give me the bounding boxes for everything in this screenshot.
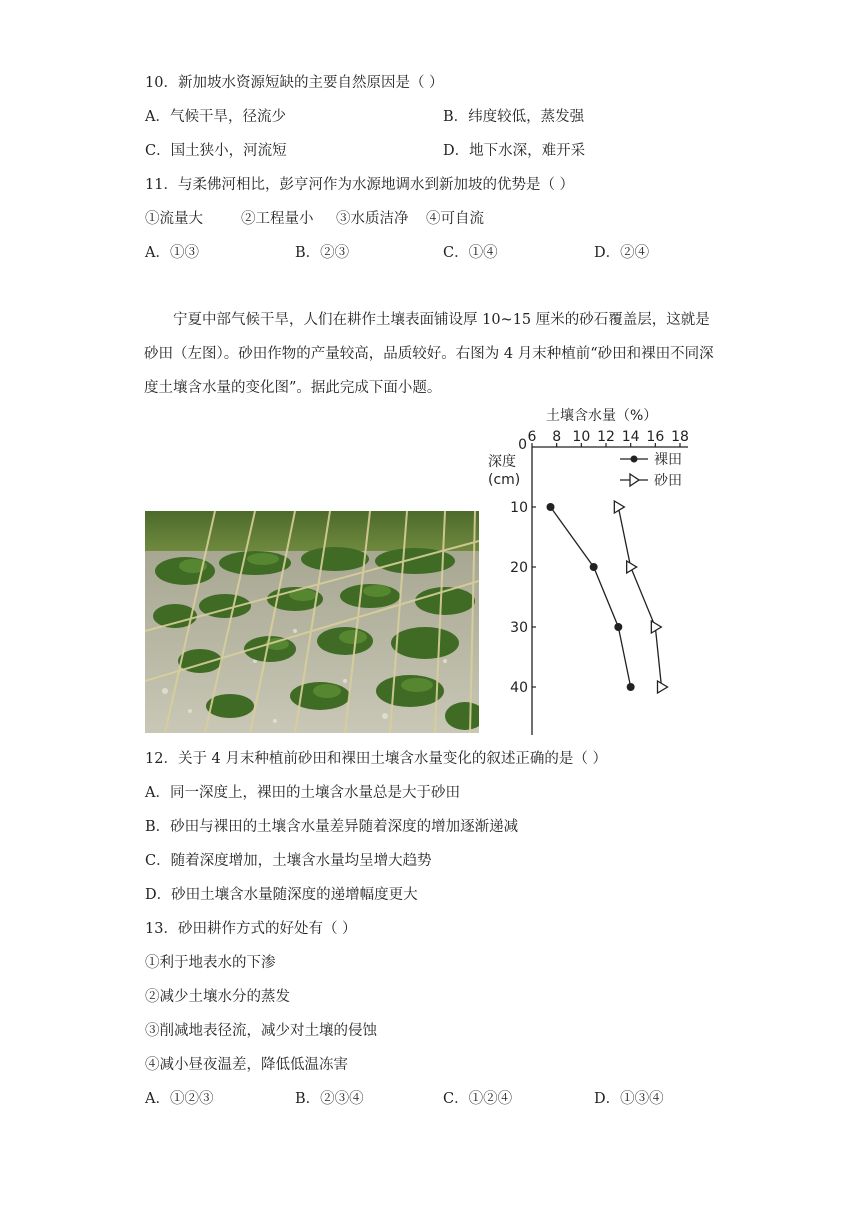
q11-item-1: ①流量大 [145,211,203,227]
q11-option-d: D．②④ [594,245,650,261]
chart-axes [532,447,688,735]
y-axis-label-unit: (cm) [488,472,521,488]
data-point-sand-field [658,681,668,693]
q13-item-2: ②减少土壤水分的蒸发 [145,989,290,1005]
legend-marker-bare-field [631,456,638,463]
x-tick-label: 18 [671,429,689,445]
q11-item-2: ②工程量小 [241,211,314,227]
q13-option-c: C．①②④ [443,1091,513,1107]
q13-option-a: A．①②③ [145,1091,214,1107]
legend-label-sand-field: 砂田 [654,473,682,489]
x-tick-label: 12 [597,429,615,445]
y-tick-label: 30 [510,620,528,636]
soil-moisture-chart [480,400,700,740]
q11-option-a: A．①③ [145,245,199,261]
data-point-bare-field [590,563,598,571]
y-axis-label-depth: 深度 [488,454,516,470]
chart-legend [620,452,682,489]
q13-item-3: ③削减地表径流，减少对土壤的侵蚀 [145,1023,377,1039]
q10-stem: 10．新加坡水资源短缺的主要自然原因是（ ） [145,75,444,91]
legend-marker-sand-field [630,474,639,486]
q11-item-3: ③水质洁净 [336,211,409,227]
q13-item-4: ④减小昼夜温差，降低低温冻害 [145,1057,348,1073]
x-tick-label: 6 [527,429,537,445]
data-point-bare-field [627,683,635,691]
x-tick-label: 8 [552,429,562,445]
q13-option-b: B．②③④ [295,1091,364,1107]
x-tick-label: 16 [646,429,665,445]
sand-field-photo [145,511,479,733]
chart-series [547,501,668,693]
legend-label-bare-field: 裸田 [654,452,682,468]
q11-option-c: C．①④ [443,245,498,261]
x-tick-label: 10 [572,429,591,445]
q10-option-b: B．纬度较低，蒸发强 [443,109,585,125]
q13-item-1: ①利于地表水的下渗 [145,955,276,971]
q10-option-c: C．国土狭小，河流短 [145,143,287,159]
q11-option-b: B．②③ [295,245,350,261]
q12-option-a: A．同一深度上，裸田的土壤含水量总是大于砂田 [145,785,460,801]
q10-option-a: A．气候干旱，径流少 [145,109,286,125]
q10-option-d: D．地下水深，难开采 [443,143,586,159]
q13-option-d: D．①③④ [594,1091,664,1107]
chart-title: 土壤含水量（%） [546,408,658,424]
y-tick-label: 0 [518,437,527,453]
q11-stem: 11．与柔佛河相比，彭亨河作为水源地调水到新加坡的优势是（ ） [145,177,575,193]
x-axis-ticks [528,429,689,447]
y-tick-label: 40 [510,680,528,696]
passage: 宁夏中部气候干旱，人们在耕作土壤表面铺设厚 10~15 厘米的砂石覆盖层，这就是砂田（左图）。砂田作物的产量较高，品质较好。右图为 4 月末种植前“砂田和裸田不同深度土壤含水量的变化图”。据此完成下面小题。 [144,312,714,396]
q12-option-b: B．砂田与裸田的土壤含水量差异随着深度的增加逐渐递减 [145,819,519,835]
y-tick-label: 20 [510,560,528,576]
q12-option-d: D．砂田土壤含水量随深度的递增幅度更大 [145,887,418,903]
q12-option-c: C．随着深度增加，土壤含水量均呈增大趋势 [145,853,432,869]
q11-item-4: ④可自流 [426,211,484,227]
q13-stem: 13．砂田耕作方式的好处有（ ） [145,921,357,937]
series-line-bare-field [551,507,631,687]
data-point-bare-field [547,503,555,511]
data-point-sand-field [627,561,637,573]
x-tick-label: 14 [621,429,640,445]
q12-stem: 12．关于 4 月末种植前砂田和裸田土壤含水量变化的叙述正确的是（ ） [145,751,608,767]
y-tick-label: 10 [510,500,528,516]
data-point-bare-field [614,623,622,631]
